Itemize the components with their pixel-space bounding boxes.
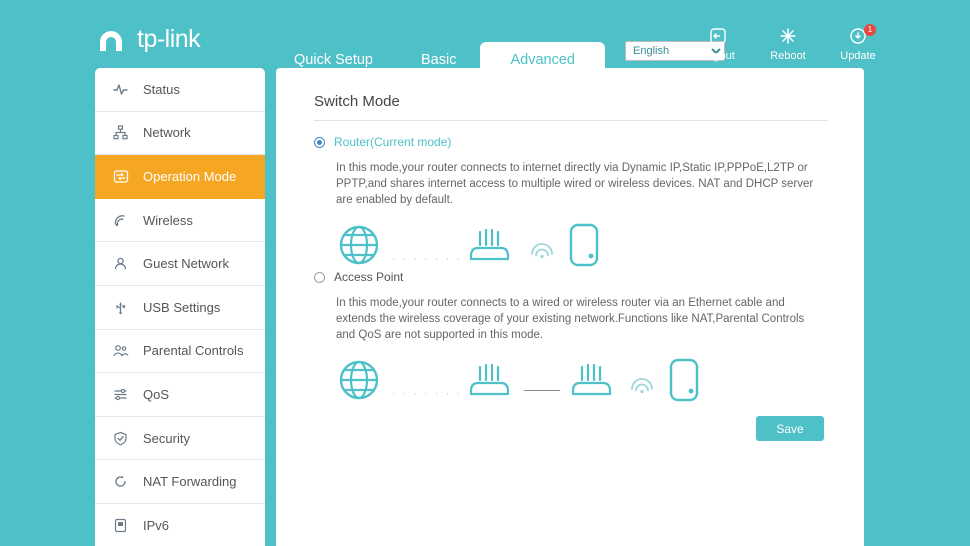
dotted-link-1: · · · · · · · [392, 253, 462, 265]
sidebar-label-nat-forwarding: NAT Forwarding [143, 474, 237, 490]
radio-row-access-point[interactable] [314, 268, 828, 286]
sidebar-label-operation-mode: Operation Mode [143, 168, 237, 184]
activity-icon [113, 82, 139, 97]
sidebar-item-qos[interactable] [95, 373, 265, 417]
content-panel [276, 68, 864, 546]
logout-button[interactable] [694, 27, 742, 62]
sidebar-item-ipv6[interactable] [95, 504, 265, 546]
radio-router[interactable] [314, 137, 325, 148]
reboot-button[interactable] [764, 27, 812, 62]
sidebar-label-status: Status [143, 81, 180, 97]
globe-icon [336, 222, 382, 273]
mode-option-router [314, 133, 828, 282]
sidebar-item-network[interactable] [95, 112, 265, 156]
guest-network-icon [113, 256, 139, 271]
update-label: Update [840, 50, 876, 62]
router-icon-1 [466, 228, 514, 269]
sidebar-item-guest-network[interactable] [95, 242, 265, 286]
tab-advanced[interactable]: Advanced [480, 42, 605, 78]
sidebar [95, 68, 265, 546]
page-title: Switch Mode [314, 93, 400, 110]
operation-mode-icon [113, 169, 139, 184]
sidebar-item-status[interactable] [95, 68, 265, 112]
security-shield-icon [113, 431, 139, 446]
tplink-logo[interactable] [95, 22, 200, 56]
mode-option-access-point [314, 268, 828, 417]
wireless-icon [113, 213, 139, 228]
sidebar-label-wireless: Wireless [143, 212, 193, 228]
sidebar-item-operation-mode[interactable] [95, 155, 265, 199]
radio-label-router[interactable]: Router(Current mode) [334, 135, 452, 149]
device-icon-2 [668, 357, 710, 408]
parental-controls-icon [113, 343, 139, 358]
mode-description-access-point: In this mode,your router connects to a wired or wireless router via an Ethernet cable and extends the wireless coverage of your existing network.Functions like NAT,Parental Controls and QoS are not supported in this mode. [336, 297, 805, 341]
sidebar-label-usb-settings: USB Settings [143, 299, 221, 315]
page-header [0, 0, 970, 78]
sidebar-item-parental-controls[interactable] [95, 330, 265, 374]
sidebar-item-usb-settings[interactable] [95, 286, 265, 330]
dotted-link-2: · · · · · · · [392, 388, 462, 400]
sidebar-item-security[interactable] [95, 417, 265, 461]
tplink-logo-mark [95, 22, 129, 56]
sidebar-label-network: Network [143, 125, 191, 141]
reboot-label: Reboot [770, 50, 806, 62]
ethernet-cable-line [524, 390, 560, 391]
sidebar-label-guest-network: Guest Network [143, 256, 229, 272]
title-divider [314, 120, 828, 121]
network-icon [113, 125, 139, 140]
wifi-signal-icon-1 [528, 240, 556, 265]
router-icon-2 [466, 363, 514, 404]
diagram-access-point-mode [336, 357, 828, 417]
ipv6-icon [113, 518, 139, 533]
sidebar-label-ipv6: IPv6 [143, 517, 170, 533]
logout-label: Logout [701, 50, 735, 62]
device-icon-1 [568, 222, 610, 273]
update-button[interactable] [834, 27, 882, 62]
radio-label-access-point[interactable]: Access Point [334, 270, 404, 284]
sidebar-label-security: Security [143, 430, 190, 446]
tab-basic[interactable]: Basic [421, 52, 457, 68]
access-point-icon [568, 363, 616, 404]
update-badge: 1 [864, 24, 876, 36]
radio-row-router[interactable] [314, 133, 828, 151]
nat-forwarding-icon [113, 474, 139, 489]
globe-icon-2 [336, 357, 382, 408]
sidebar-label-qos: QoS [143, 386, 170, 402]
sidebar-item-wireless[interactable] [95, 199, 265, 243]
sidebar-item-nat-forwarding[interactable] [95, 460, 265, 504]
wifi-signal-icon-2 [628, 375, 656, 400]
qos-icon [113, 387, 139, 402]
tab-quick-setup[interactable]: Quick Setup [294, 52, 373, 68]
usb-icon [113, 300, 139, 315]
save-button[interactable]: Save [756, 416, 824, 441]
header-actions [694, 27, 882, 62]
radio-access-point[interactable] [314, 272, 325, 283]
reboot-icon [764, 27, 812, 49]
mode-description-router: In this mode,your router connects to internet directly via Dynamic IP,Static IP,PPPoE,L2TP or PPTP,and shares internet access to multiple wired or wireless devices. NAT and DHCP server are enabled by default. [336, 162, 814, 206]
tplink-logo-text: tp-link [137, 24, 201, 53]
sidebar-label-parental-controls: Parental Controls [143, 343, 244, 359]
logout-icon [694, 27, 742, 49]
